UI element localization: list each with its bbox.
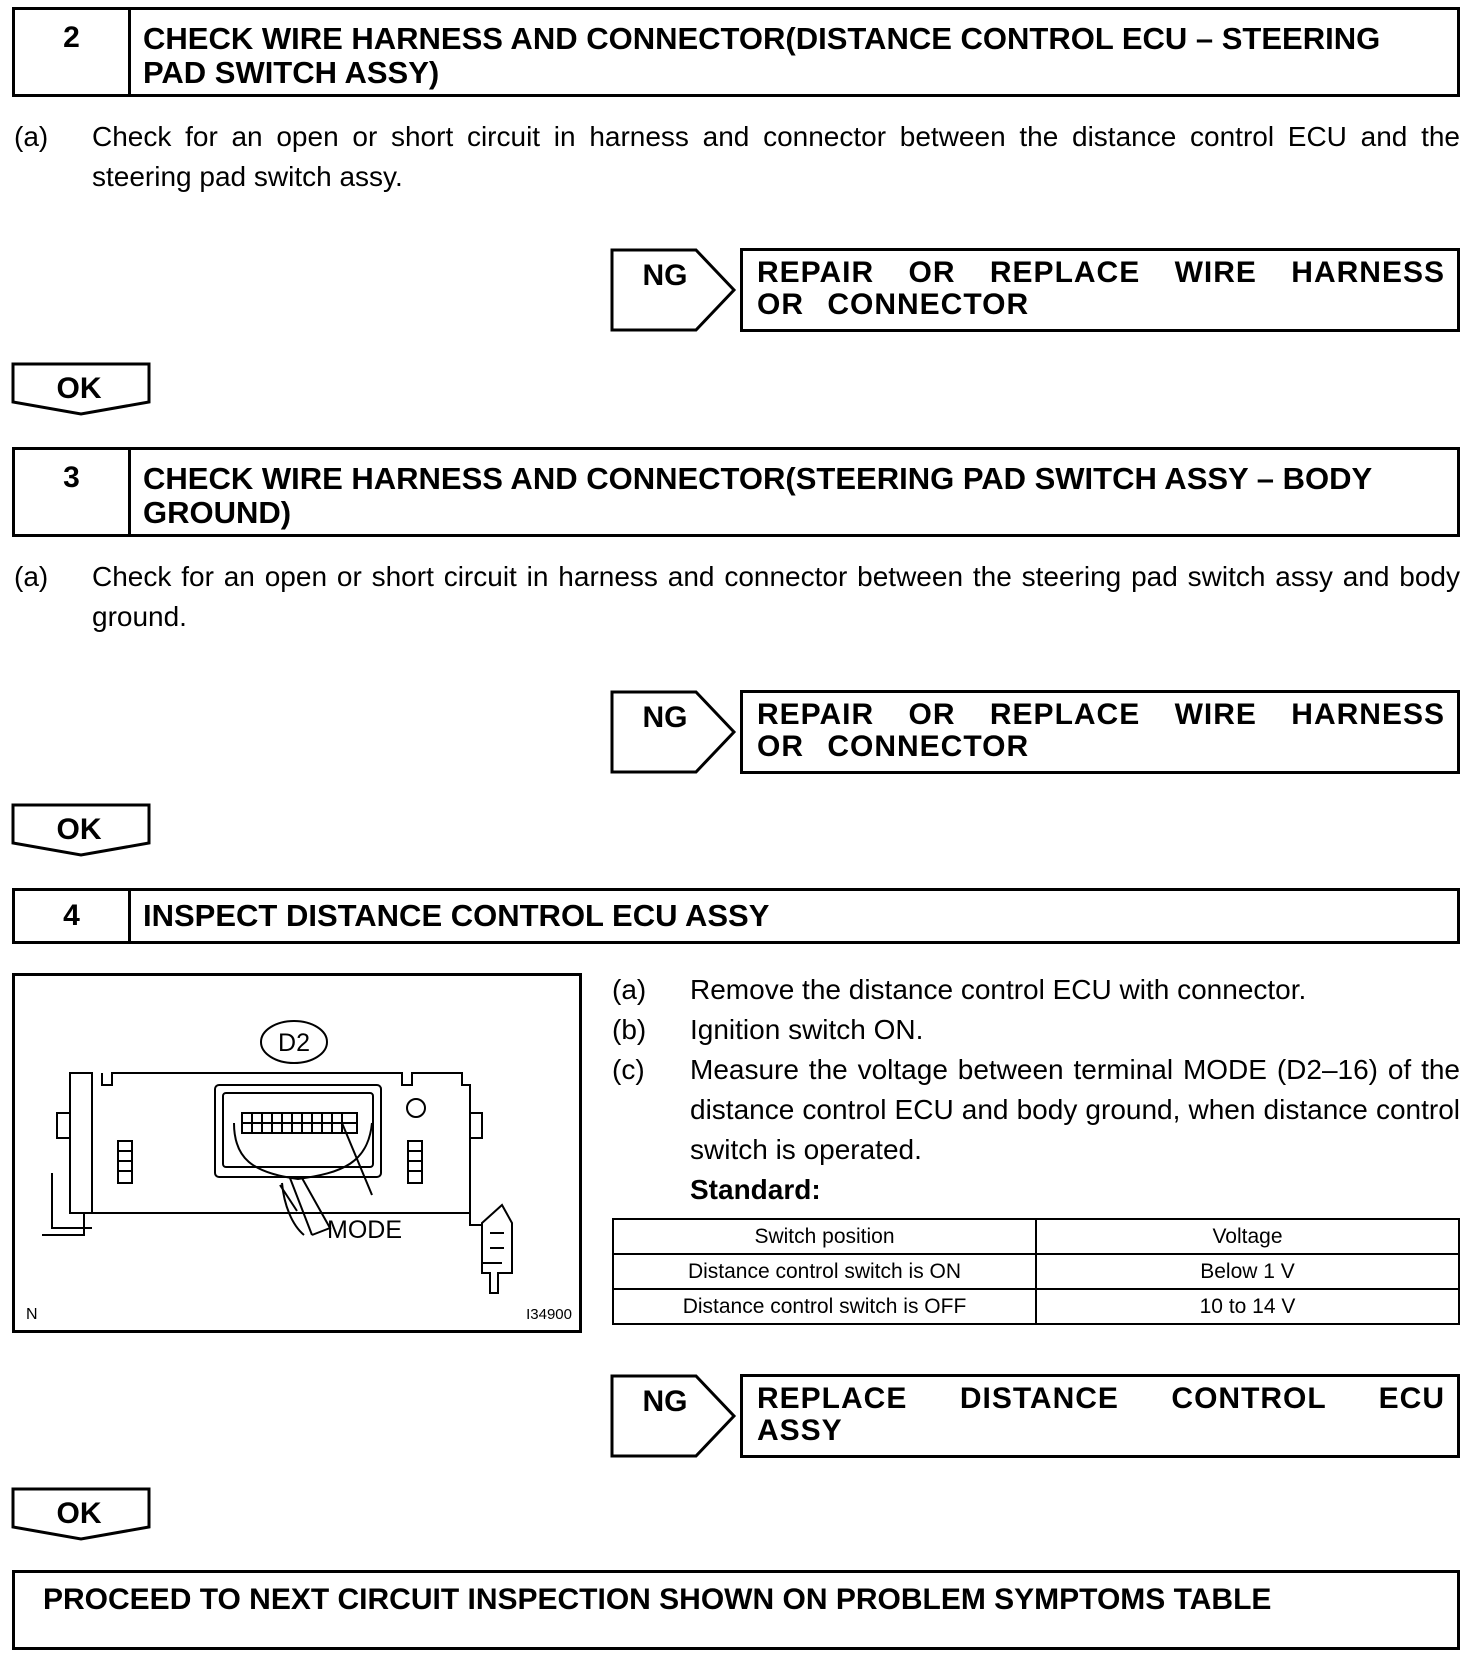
ng-arrow-box bbox=[610, 690, 738, 774]
instruction-label: (b) bbox=[612, 1014, 647, 1045]
step-4-instruction-a bbox=[612, 970, 1460, 1010]
table-header: Switch position bbox=[613, 1219, 1036, 1254]
ok-arrow-box bbox=[11, 362, 151, 416]
step-title: CHECK WIRE HARNESS AND CONNECTOR(STEERING PAD SWITCH ASSY – BODY GROUND) bbox=[143, 461, 1372, 530]
table-row bbox=[613, 1254, 1459, 1289]
step-number: 4 bbox=[15, 891, 131, 941]
step-number: 2 bbox=[15, 10, 131, 94]
ok-arrow-box bbox=[11, 803, 151, 857]
final-action-box: PROCEED TO NEXT CIRCUIT INSPECTION SHOWN ON PROBLEM SYMPTOMS TABLE bbox=[12, 1570, 1460, 1650]
table-cell: Below 1 V bbox=[1036, 1254, 1459, 1289]
connector-label: D2 bbox=[278, 1029, 310, 1057]
table-header: Voltage bbox=[1036, 1219, 1459, 1254]
instruction-text: Ignition switch ON. bbox=[690, 1014, 924, 1045]
ok-arrow-box bbox=[11, 1487, 151, 1541]
terminal-label: MODE bbox=[327, 1216, 402, 1244]
ok-label: OK bbox=[56, 1497, 102, 1530]
ok-label: OK bbox=[56, 813, 102, 846]
instruction-label: (a) bbox=[14, 561, 49, 592]
ng-label: NG bbox=[642, 259, 688, 292]
instruction-text: Measure the voltage between terminal MODE (D2–16) of the distance control ECU and body ground, when distance control switch is operated. bbox=[690, 1054, 1460, 1165]
step-3-instruction bbox=[14, 557, 1460, 637]
table-cell: Distance control switch is ON bbox=[613, 1254, 1036, 1289]
figure-corner-label: N bbox=[26, 1306, 38, 1323]
step-3-header bbox=[12, 447, 1460, 537]
ng-arrow-box bbox=[610, 248, 738, 332]
step-number: 3 bbox=[15, 450, 131, 534]
step-title: INSPECT DISTANCE CONTROL ECU ASSY bbox=[143, 898, 770, 933]
instruction-label: (c) bbox=[612, 1054, 645, 1085]
step-4-instruction-c bbox=[612, 1050, 1460, 1170]
step-2-instruction bbox=[14, 117, 1460, 197]
ng-result-box: REPAIR OR REPLACE WIRE HARNESS OR CONNECTOR bbox=[740, 690, 1460, 774]
instruction-text: Check for an open or short circuit in harness and connector between the distance control ECU and the steering pad switch assy. bbox=[92, 121, 1460, 192]
ng-label: NG bbox=[642, 1385, 688, 1418]
standard-label: Standard: bbox=[690, 1174, 821, 1205]
table-cell: Distance control switch is OFF bbox=[613, 1289, 1036, 1324]
standard-table bbox=[612, 1218, 1460, 1325]
connector-diagram bbox=[12, 973, 582, 1333]
step-title: CHECK WIRE HARNESS AND CONNECTOR(DISTANCE CONTROL ECU – STEERING PAD SWITCH ASSY) bbox=[143, 21, 1381, 90]
table-header-row bbox=[613, 1219, 1459, 1254]
ng-arrow-box bbox=[610, 1374, 738, 1458]
instruction-label: (a) bbox=[612, 974, 647, 1005]
ng-label: NG bbox=[642, 701, 688, 734]
instruction-text: Check for an open or short circuit in harness and connector between the steering pad switch assy and body ground. bbox=[92, 561, 1460, 632]
instruction-label: (a) bbox=[14, 121, 49, 152]
step-2-header bbox=[12, 7, 1460, 97]
instruction-text: Remove the distance control ECU with connector. bbox=[690, 974, 1307, 1005]
ng-result-box: REPLACE DISTANCE CONTROL ECU ASSY bbox=[740, 1374, 1460, 1458]
table-row bbox=[613, 1289, 1459, 1324]
step-4-instruction-b bbox=[612, 1010, 1460, 1050]
table-cell: 10 to 14 V bbox=[1036, 1289, 1459, 1324]
step-4-header bbox=[12, 888, 1460, 944]
ok-label: OK bbox=[56, 372, 102, 405]
ng-result-box: REPAIR OR REPLACE WIRE HARNESS OR CONNECTOR bbox=[740, 248, 1460, 332]
figure-id: I34900 bbox=[526, 1306, 572, 1323]
